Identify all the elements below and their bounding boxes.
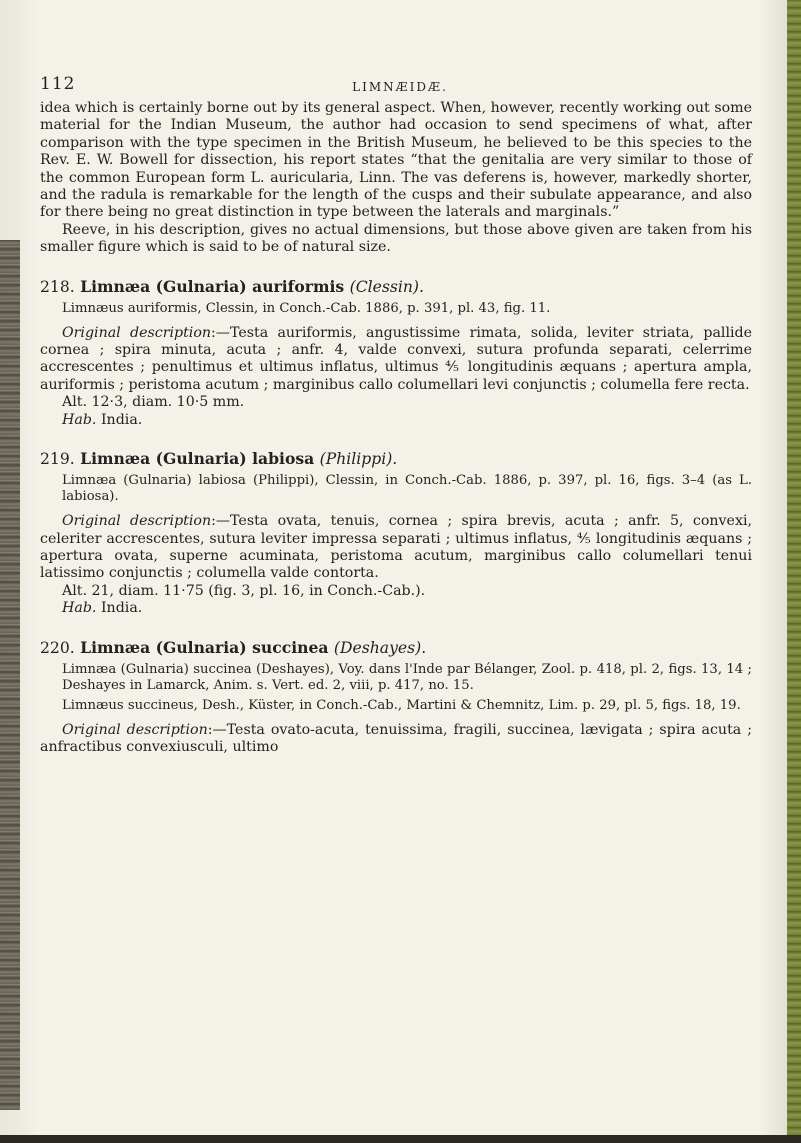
species-reference: Limnæa (Gulnaria) succinea (Deshayes), Voy. dans l'Inde par Bélanger, Zool. p. 418, pl. 2, figs. 13, 14 ; Deshayes in Lamarck, Anim. s. Vert. ed. 2, viii, p. 417, no. 15.: [62, 661, 752, 693]
intro-paragraph: Reeve, in his description, gives no actual dimensions, but those above given are taken from his smaller figure which is said to be of natural size.: [40, 221, 752, 256]
species-entry: [40, 638, 752, 757]
description-label: Original description: [62, 513, 212, 530]
species-name: Limnæa (Gulnaria) succinea: [80, 637, 329, 657]
species-heading: [40, 277, 752, 297]
species-name: Limnæa (Gulnaria) labiosa: [80, 449, 315, 469]
page-edge-left: [0, 240, 20, 1110]
species-measurements: Alt. 21, diam. 11·75 (fig. 3, pl. 16, in Conch.-Cab.).: [62, 582, 426, 599]
description-text: :—Testa ovata, tenuis, cornea ; spira brevis, acuta ; anfr. 5, convexi, celeriter accrescentes, sutura leviter impressa separati ; ultimus inflatus, ⅘ longitudinis æquans ; apertura ovata, superne acuminata, peristoma acutum, marginibus callo columellari tenui latissimo conjunctis ; columella valde contorta.: [40, 513, 752, 582]
habitat-label: Hab.: [62, 411, 97, 428]
species-reference: Limnæus succineus, Desh., Küster, in Conch.-Cab., Martini & Chemnitz, Lim. p. 29, pl. 5, figs. 18, 19.: [62, 697, 741, 713]
species-description: [40, 325, 752, 395]
species-reference: Limnæus auriformis, Clessin, in Conch.-Cab. 1886, p. 391, pl. 43, fig. 11.: [62, 300, 551, 316]
description-text: :—Testa ovato-acuta, tenuissima, fragili, succinea, lævigata ; spira acuta ; anfractibus convexiusculi, ultimo: [40, 721, 752, 755]
species-number: 219.: [40, 450, 75, 469]
species-name: Limnæa (Gulnaria) auriformis: [80, 276, 345, 296]
habitat-value: India.: [100, 600, 143, 617]
species-description: [40, 513, 752, 583]
page-header-title: LIMNÆIDÆ.: [352, 80, 448, 94]
species-author: (Clessin).: [349, 277, 424, 296]
running-head: [40, 70, 760, 92]
species-description: [40, 722, 752, 757]
page-body: [40, 100, 752, 756]
species-number: 218.: [40, 277, 75, 296]
species-author: (Philippi).: [319, 450, 398, 469]
page-edge-bottom: [0, 1135, 801, 1143]
habitat-value: India.: [100, 411, 143, 428]
species-reference: Limnæa (Gulnaria) labiosa (Philippi), Clessin, in Conch.-Cab. 1886, p. 397, pl. 16, figs. 3–4 (as L. labiosa).: [62, 473, 752, 505]
species-heading: [40, 638, 752, 658]
species-entry: [40, 277, 752, 429]
description-label: Original description: [62, 324, 212, 341]
species-number: 220.: [40, 638, 75, 657]
species-heading: [40, 449, 752, 469]
species-habitat: [40, 412, 752, 429]
species-entry: [40, 449, 752, 617]
species-measurements: Alt. 12·3, diam. 10·5 mm.: [62, 394, 245, 411]
description-text: :—Testa auriformis, angustissime rimata, solida, leviter striata, pallide cornea ; spira minuta, acuta ; anfr. 4, valde convexi, sutura profunda separati, celerrime accrescentes ; penultimus et ultimus inflatus, ultimus ⅘ longitudinis æquans ; apertura ampla, auriformis ; peristoma acutum ; marginibus callo columellari levi conjunctis ; columella fere recta.: [40, 324, 752, 393]
page-edge-right: [787, 0, 801, 1143]
intro-paragraph: idea which is certainly borne out by its general aspect. When, however, recently working out some material for the Indian Museum, the author had occasion to send specimens of what, after comparison with the type specimen in the British Museum, he believed to be this species to the Rev. E. W. Bowell for dissection, his report states “that the genitalia are very similar to those of the common European form L. auricularia, Linn. The vas deferens is, however, markedly shorter, and the radula is remarkable for the length of the cusps and their subulate appearance, and also for there being no great distinction in type between the laterals and marginals.”: [40, 100, 752, 221]
page-number: 112: [40, 74, 76, 94]
species-author: (Deshayes).: [333, 638, 427, 657]
description-label: Original description: [62, 721, 208, 738]
habitat-label: Hab.: [62, 600, 97, 617]
species-habitat: [40, 600, 752, 617]
